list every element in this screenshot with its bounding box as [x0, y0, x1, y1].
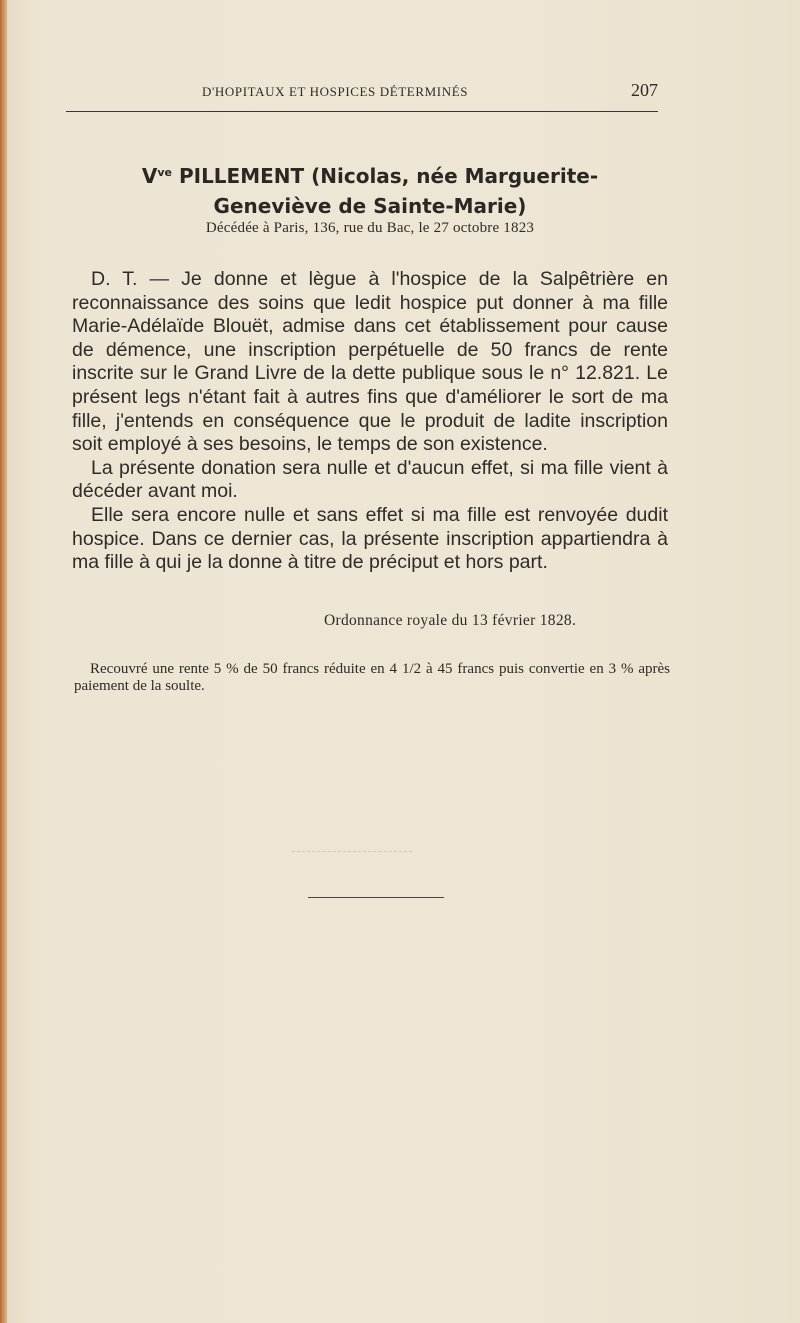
testament-text [72, 268, 668, 575]
header-rule [66, 111, 658, 112]
end-rule [308, 897, 444, 898]
title-line-1-text: PILLEMENT (Nicolas, née Marguerite- [172, 164, 599, 188]
entry-title [70, 158, 670, 221]
paragraph: D. T. — Je donne et lègue à l'hospice de la Salpêtrière en reconnaissance des soins que ledit hospice put donner à ma fille Marie-Adélaïde Blouët, admise dans cet établissement pour cause de démence, une inscription perpétuelle de 50 francs de rente inscrite sur le Grand Livre de la dette publique sous le n° 12.821. Le présent legs n'étant fait à autres fins que d'améliorer le sort de ma fille, j'entends en conséquence que le produit de ladite inscription soit employé à ses besoins, le temps de son existence. [72, 268, 668, 456]
faint-divider [292, 851, 412, 852]
running-head: D'HOPITAUX ET HOSPICES DÉTERMINÉS [202, 84, 469, 99]
entry-title-line-2: Geneviève de Sainte-Marie) [213, 194, 527, 218]
footnote: Recouvré une rente 5 % de 50 francs réduite en 4 1/2 à 45 francs puis convertie en 3 % après paiement de la soulte. [74, 661, 670, 694]
page-header [66, 80, 658, 102]
entry-title-line-1 [70, 158, 670, 191]
ordonnance-line: Ordonnance royale du 13 février 1828. [324, 612, 577, 629]
paragraph: Elle sera encore nulle et sans effet si ma fille est renvoyée dudit hospice. Dans ce dernier cas, la présente inscription appartiendra à ma fille à qui je la donne à titre de préciput et hors part. [72, 503, 668, 574]
book-binding-edge [0, 0, 7, 1323]
paragraph: La présente donation sera nulle et d'aucun effet, si ma fille vient à décéder avant moi. [72, 456, 668, 503]
entry-subtitle: Décédée à Paris, 136, rue du Bac, le 27 octobre 1823 [205, 220, 535, 236]
title-prefix: $V^{ve}$ [141, 164, 172, 188]
page-number: 207 [631, 80, 658, 100]
